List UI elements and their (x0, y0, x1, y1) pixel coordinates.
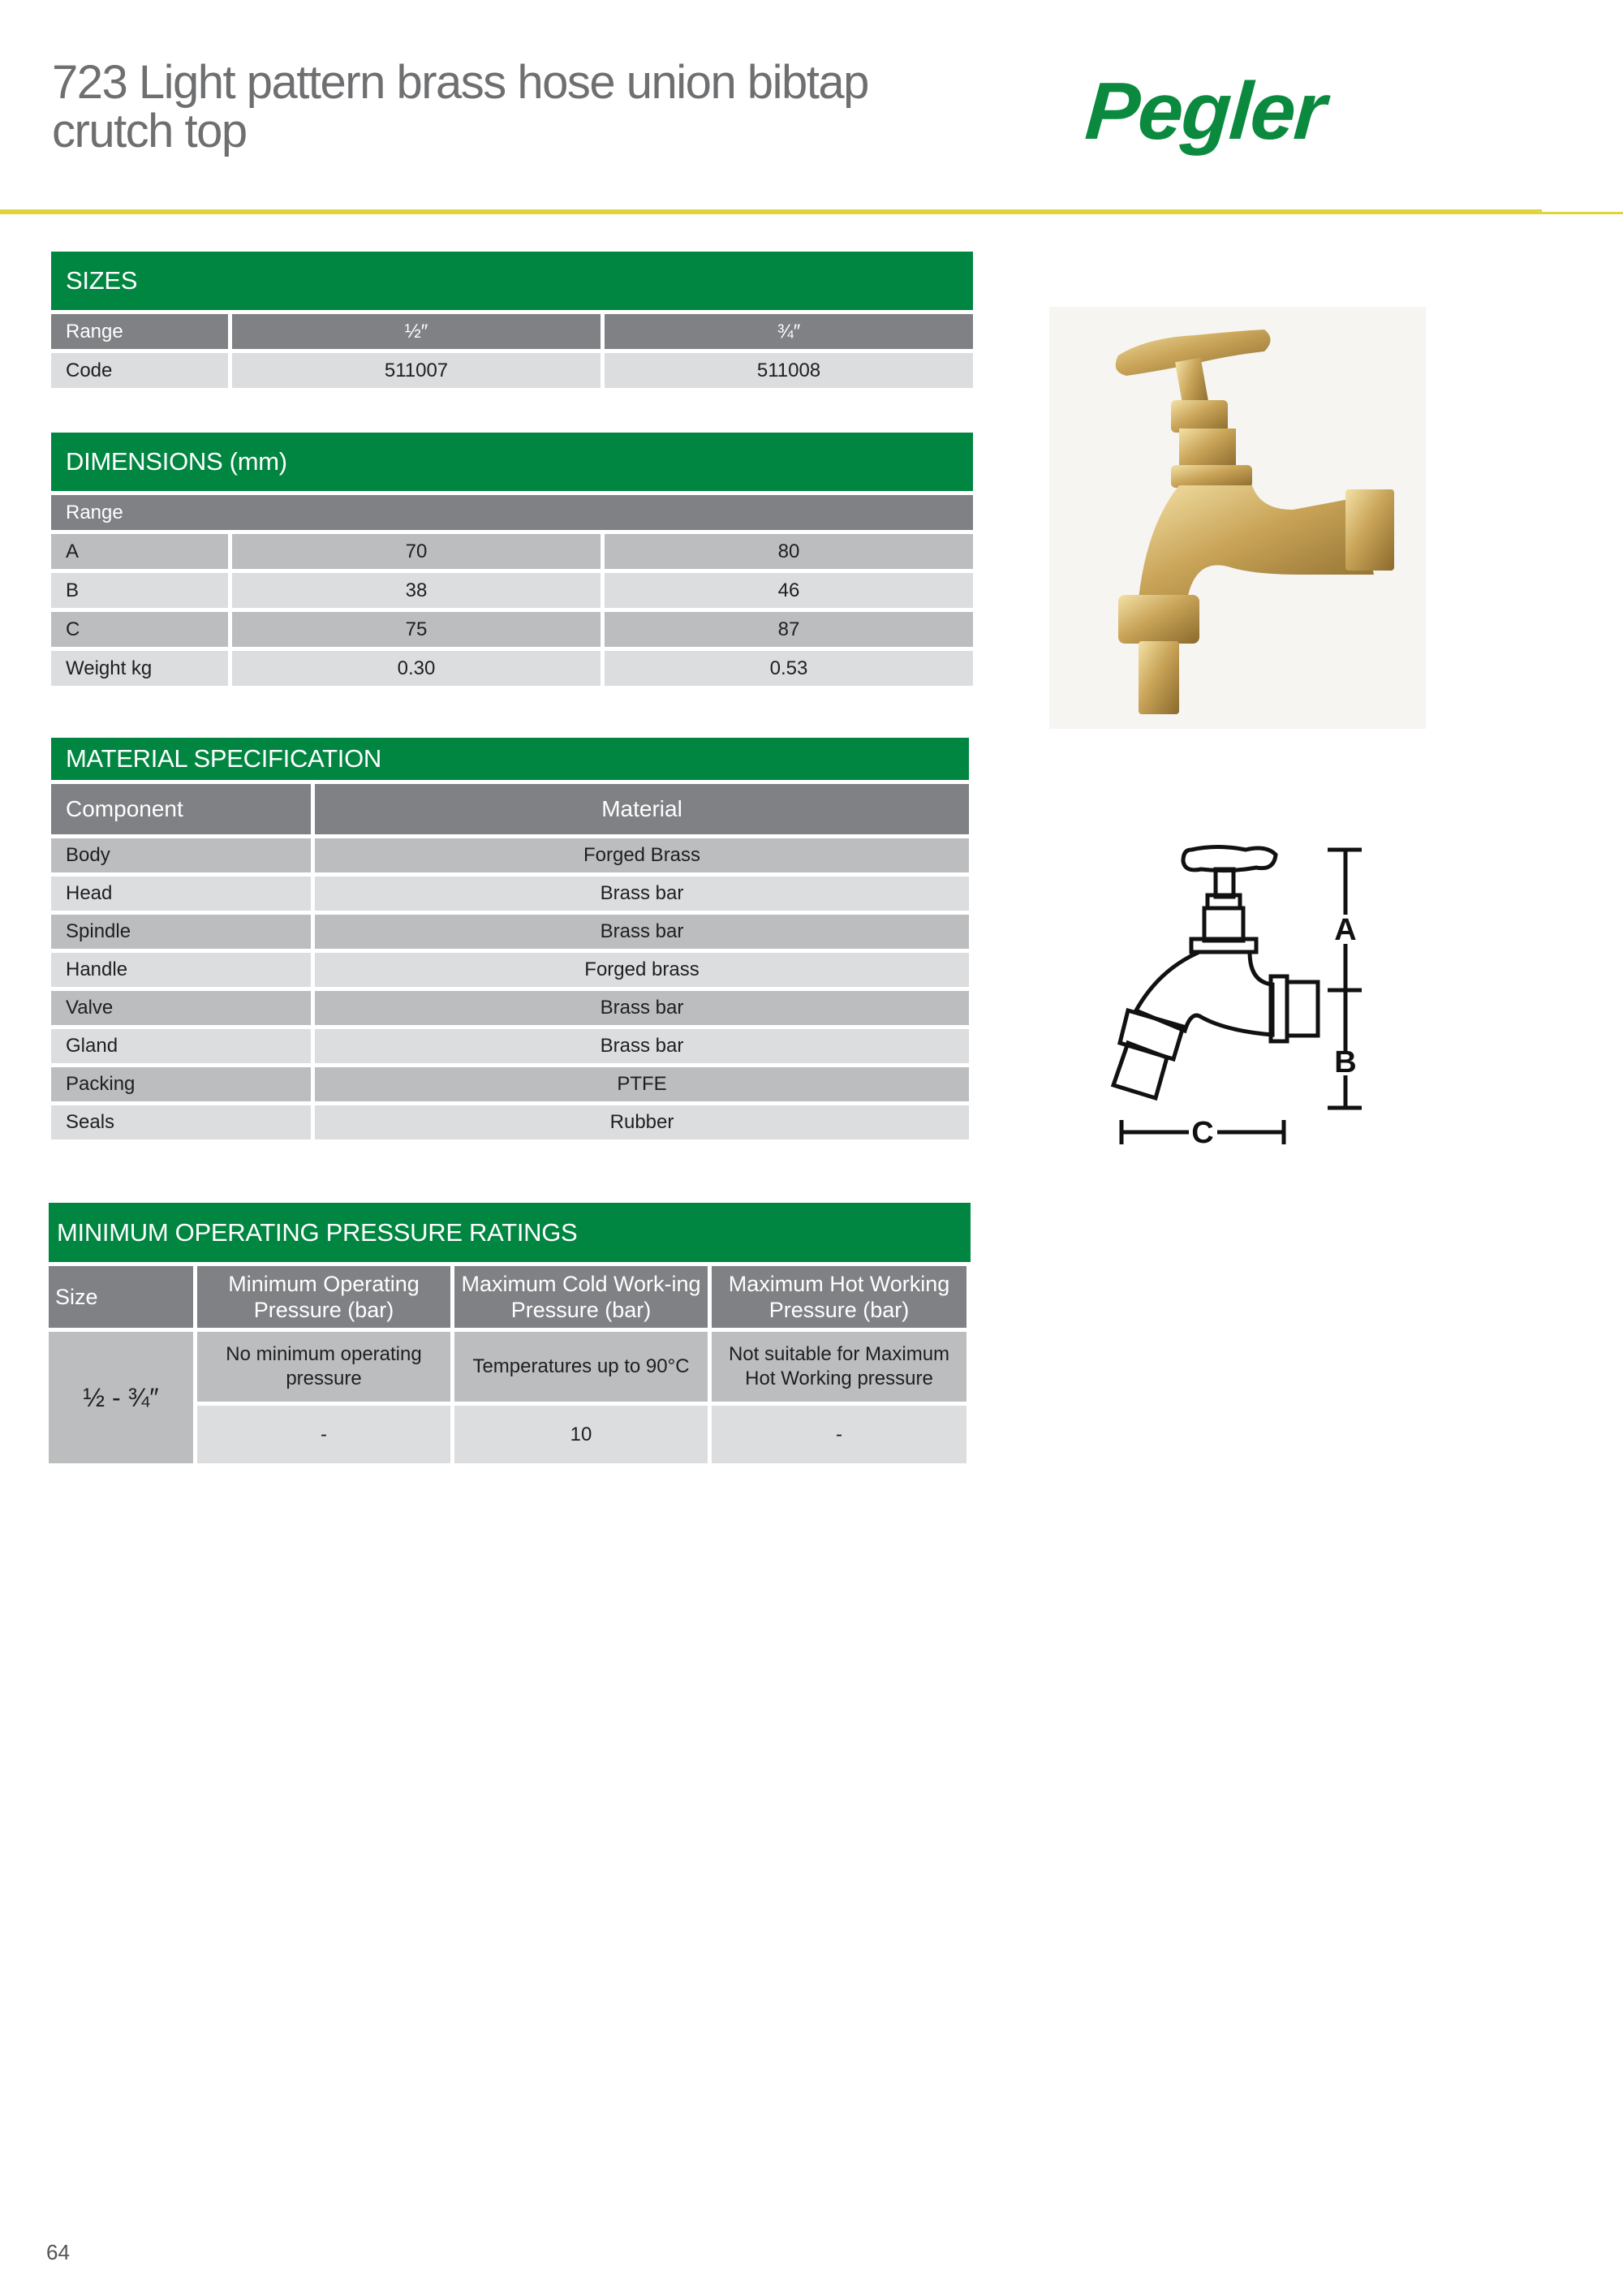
dimension-label-a: A (1334, 913, 1357, 947)
table-row (51, 534, 973, 569)
table-row (51, 1105, 969, 1139)
max-hot-note: Not suitable for Maximum Hot Working pressure (712, 1332, 966, 1402)
pressure-heading: MINIMUM OPERATING PRESSURE RATINGS (49, 1203, 971, 1262)
header-divider-tail (1542, 212, 1623, 214)
materials-heading: MATERIAL SPECIFICATION (51, 738, 969, 780)
component-cell: Gland (51, 1029, 311, 1063)
table-row (51, 495, 973, 530)
size-value: ½ - ¾″ (49, 1332, 193, 1463)
cell-value: 38 (232, 573, 601, 608)
column-header-min-operating: Minimum Operating Pressure (bar) (197, 1266, 450, 1328)
dimension-label-b: B (1334, 1045, 1357, 1079)
table-row (51, 612, 973, 647)
material-specification-table (51, 738, 969, 1139)
row-label: A (51, 534, 228, 569)
sizes-table (51, 252, 973, 388)
tap-outline-drawing (1096, 840, 1371, 1148)
max-cold-note: Temperatures up to 90°C (454, 1332, 708, 1402)
min-operating-note: No minimum operating pressure (197, 1332, 450, 1402)
pressure-grid (49, 1266, 971, 1463)
table-header-row (51, 784, 969, 834)
table-row (51, 651, 973, 686)
table-row (51, 953, 969, 987)
table-row (51, 915, 969, 949)
cell-value: 46 (605, 573, 973, 608)
component-cell: Head (51, 877, 311, 911)
pegler-logo: Pegler (1083, 66, 1328, 157)
cell-value: 511007 (232, 353, 601, 388)
material-cell: Rubber (315, 1105, 969, 1139)
cell-value: ¾″ (605, 314, 973, 349)
title-line-2: crutch top (52, 105, 247, 157)
max-hot-value: - (712, 1406, 966, 1463)
table-row (51, 838, 969, 872)
row-label: B (51, 573, 228, 608)
table-row (51, 991, 969, 1025)
row-label: Range (51, 314, 228, 349)
range-label: Range (51, 495, 973, 530)
material-cell: Brass bar (315, 1029, 969, 1063)
dimension-label-c: C (1191, 1116, 1214, 1148)
cell-value: 70 (232, 534, 601, 569)
table-row (51, 1029, 969, 1063)
dimensions-table (51, 433, 973, 686)
dimensions-heading: DIMENSIONS (mm) (51, 433, 973, 491)
pressure-ratings-table (49, 1203, 971, 1463)
page-number: 64 (46, 2240, 70, 2264)
row-label: Weight kg (51, 651, 228, 686)
cell-value: 511008 (605, 353, 973, 388)
cell-value: 80 (605, 534, 973, 569)
cell-value: 0.30 (232, 651, 601, 686)
table-row (51, 1067, 969, 1101)
cell-value: ½″ (232, 314, 601, 349)
dimension-diagram (1096, 840, 1371, 1148)
table-row (51, 314, 973, 349)
material-cell: Brass bar (315, 991, 969, 1025)
material-cell: Forged Brass (315, 838, 969, 872)
component-cell: Packing (51, 1067, 311, 1101)
cell-value: 0.53 (605, 651, 973, 686)
component-cell: Handle (51, 953, 311, 987)
column-header-max-cold: Maximum Cold Work-ing Pressure (bar) (454, 1266, 708, 1328)
cell-value: 87 (605, 612, 973, 647)
sizes-heading: SIZES (51, 252, 973, 310)
brass-tap-image (1049, 307, 1426, 729)
page-title (52, 58, 1026, 156)
column-header-max-hot: Maximum Hot Working Pressure (bar) (712, 1266, 966, 1328)
column-header-size: Size (49, 1266, 193, 1328)
material-cell: Brass bar (315, 915, 969, 949)
component-cell: Body (51, 838, 311, 872)
column-header-material: Material (315, 784, 969, 834)
component-cell: Spindle (51, 915, 311, 949)
row-label: Code (51, 353, 228, 388)
table-row (51, 573, 973, 608)
material-cell: PTFE (315, 1067, 969, 1101)
material-cell: Forged brass (315, 953, 969, 987)
min-operating-value: - (197, 1406, 450, 1463)
row-label: C (51, 612, 228, 647)
component-cell: Seals (51, 1105, 311, 1139)
max-cold-value: 10 (454, 1406, 708, 1463)
header-divider (0, 209, 1542, 214)
material-cell: Brass bar (315, 877, 969, 911)
component-cell: Valve (51, 991, 311, 1025)
product-photo (1049, 307, 1426, 729)
title-line-1: 723 Light pattern brass hose union bibtap (52, 56, 868, 109)
table-row (51, 353, 973, 388)
cell-value: 75 (232, 612, 601, 647)
table-row (51, 877, 969, 911)
column-header-component: Component (51, 784, 311, 834)
